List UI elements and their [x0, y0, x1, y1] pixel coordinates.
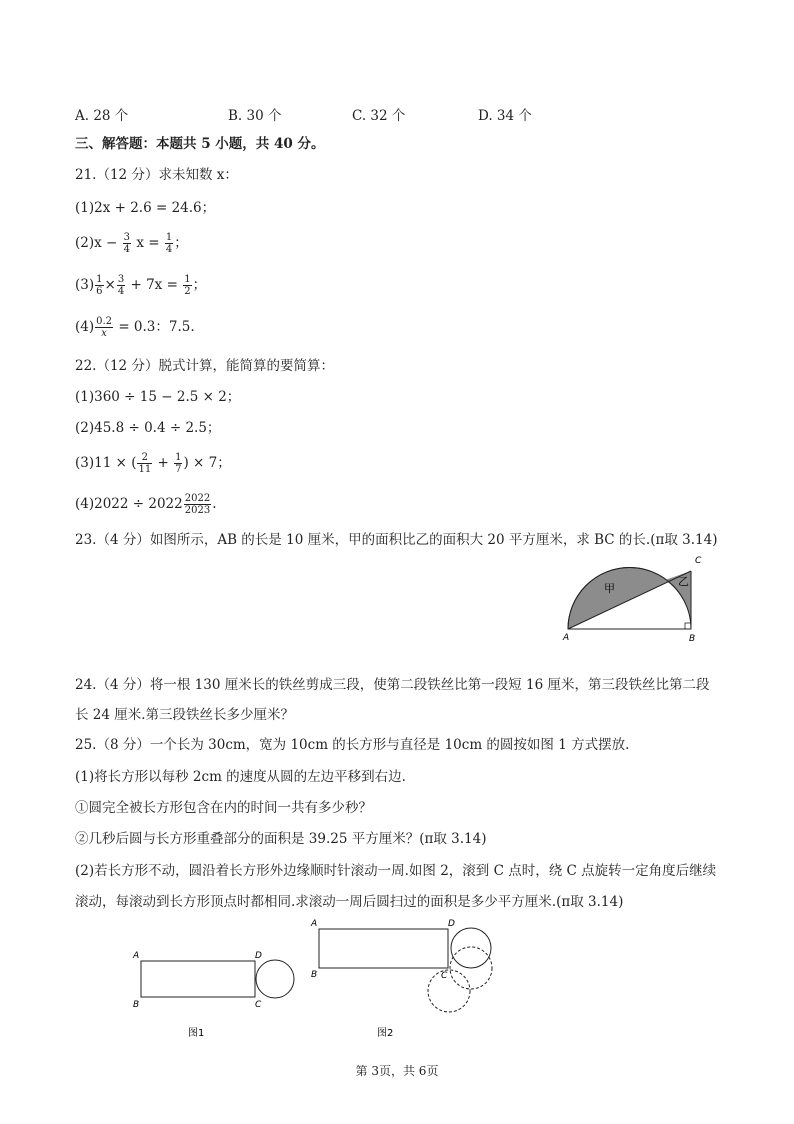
caption-fig2: 图2	[377, 1028, 394, 1039]
q21-p3-mid: + 7x =	[130, 277, 178, 293]
denominator: 4	[123, 244, 131, 255]
numerator: 1	[184, 274, 191, 285]
fraction	[95, 274, 103, 297]
label-c: C	[441, 971, 448, 981]
q21-p3-end: ；	[192, 277, 207, 293]
denominator: 7	[175, 464, 182, 475]
q21-p2-end: ；	[174, 235, 188, 251]
q25-part1a: ①圆完全被长方形包含在内的时间一共有多少秒？	[75, 800, 372, 816]
q23-text: 23.（4 分）如图所示，AB 的长是 10 厘米，甲的面积比乙的面积大 20 平方厘米，求 BC 的长.(π取 3.14)	[75, 532, 718, 548]
q25-intro: 25.（8 分）一个长为 30cm，宽为 10cm 的长方形与直径是 10cm 的圆按如图 1 方式摆放.	[75, 737, 630, 753]
q21-part1: (1)2x + 2.6 = 24.6；	[75, 200, 216, 216]
q21-p2-mid: x =	[136, 235, 160, 251]
q22-intro: 22.（12 分）脱式计算，能简算的要简算：	[75, 358, 334, 374]
q22-p3-mid: +	[157, 455, 169, 471]
circle-below-c	[428, 970, 470, 1012]
label-b: B	[133, 1000, 140, 1010]
q25-part1b: ②几秒后圆与长方形重叠部分的面积是 39.25 平方厘米？(π取 3.14)	[75, 831, 487, 847]
q22-part3	[75, 452, 231, 475]
fraction	[137, 452, 152, 475]
label-c: C	[695, 556, 702, 566]
q25-figure2	[305, 910, 515, 1040]
q21-p3-op: ×	[104, 277, 116, 293]
denominator: x	[101, 328, 107, 339]
option-a: A. 28 个	[75, 108, 129, 124]
q24-line1: 24.（4 分）将一根 130 厘米长的铁丝剪成三段，使第二段铁丝比第一段短 16 厘米，第三段铁丝比第二段	[75, 677, 710, 693]
q21-part4	[75, 316, 195, 339]
denominator: 6	[96, 286, 103, 297]
fraction	[117, 274, 125, 297]
fraction	[123, 232, 131, 255]
denominator: 2023	[184, 505, 211, 516]
numerator: 2	[137, 452, 152, 464]
label-a: A	[311, 919, 318, 929]
q21-p2-lead: (2)x −	[75, 235, 118, 251]
denominator: 11	[138, 464, 152, 475]
option-c: C. 32 个	[352, 108, 406, 124]
option-d: D. 34 个	[478, 108, 532, 124]
numerator: 0.2	[96, 316, 113, 327]
section-header: 三、解答题：本题共 5 小题，共 40 分。	[75, 136, 325, 152]
q22-part4	[75, 493, 216, 516]
fraction	[165, 232, 173, 255]
label-d: D	[255, 951, 262, 961]
numerator: 3	[123, 232, 131, 243]
denominator: 4	[117, 286, 125, 297]
denominator: 2	[184, 286, 191, 297]
denominator: 4	[165, 244, 173, 255]
q21-part2	[75, 232, 188, 255]
numerator: 3	[117, 274, 125, 285]
q25-part2-line1: (2)若长方形不动，圆沿着长方形外边缘顺时针滚动一周.如图 2，滚到 C 点时，绕 C 点旋转一定角度后继续	[75, 863, 717, 879]
fraction	[183, 274, 191, 297]
page-footer: 第 3页，共 6页	[355, 1064, 439, 1078]
fraction	[95, 316, 113, 339]
numerator: 1	[175, 452, 182, 463]
label-d: D	[448, 919, 455, 929]
q24-line2: 长 24 厘米.第三段铁丝长多少厘米？	[75, 707, 295, 723]
label-a: A	[133, 951, 140, 961]
q23-figure	[560, 552, 710, 644]
q22-p4-lead: (4)2022 ÷ 2022	[75, 496, 183, 512]
label-a: A	[563, 633, 570, 643]
q21-p3-lead: (3)	[75, 277, 95, 293]
label-b: B	[689, 634, 696, 644]
label-c: C	[255, 1000, 262, 1010]
q22-part2: (2)45.8 ÷ 0.4 ÷ 2.5；	[75, 420, 221, 436]
numerator: 1	[96, 274, 103, 285]
q21-p4-lead: (4)	[75, 319, 95, 335]
q22-p4-end: .	[212, 496, 217, 512]
numerator: 2022	[184, 493, 211, 504]
rectangle-abcd	[141, 961, 255, 997]
q25-part2-line2: 滚动，每滚动到长方形顶点时都相同.求滚动一周后圆扫过的面积是多少平方厘米.(π取 3.14)	[75, 894, 624, 910]
q22-part1: (1)360 ÷ 15 − 2.5 × 2；	[75, 389, 241, 405]
numerator: 1	[165, 232, 173, 243]
q22-p3-lead: (3)11 × (	[75, 455, 137, 471]
label-b: B	[311, 970, 318, 980]
caption-fig1: 图1	[188, 1028, 205, 1039]
label-yi: 乙	[678, 575, 689, 588]
circle	[256, 960, 294, 998]
fraction	[174, 452, 182, 475]
q21-intro: 21.（12 分）求未知数 x：	[75, 167, 238, 183]
q25-part1: (1)将长方形以每秒 2cm 的速度从圆的左边平移到右边.	[75, 769, 406, 785]
rectangle-abcd	[319, 929, 448, 968]
q22-p3-end: ) × 7；	[183, 455, 231, 471]
fraction	[184, 493, 211, 516]
label-jia: 甲	[604, 582, 615, 595]
q21-part3	[75, 274, 206, 297]
option-b: B. 30 个	[228, 108, 282, 124]
circle-at-d	[451, 928, 491, 968]
q21-p4-end: = 0.3：7.5.	[118, 319, 195, 335]
q25-figure1	[128, 944, 308, 1044]
